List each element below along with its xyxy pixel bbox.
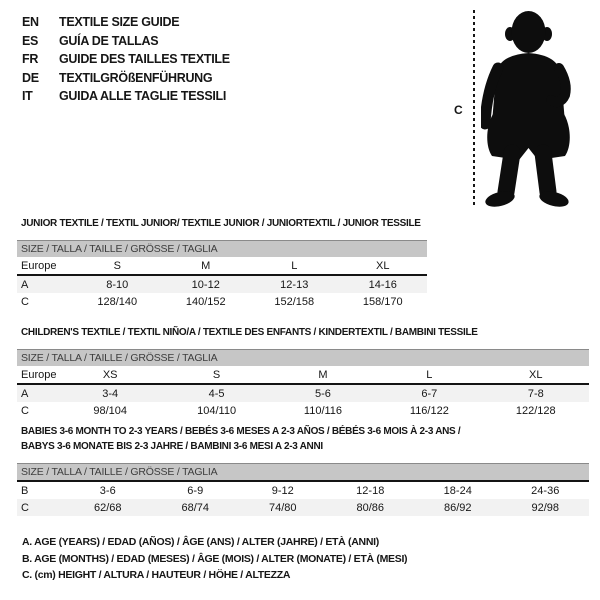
junior-textile-section bbox=[17, 216, 427, 310]
language-code: FR bbox=[22, 52, 39, 67]
size-header-bar: SIZE / TALLA / TAILLE / GRÖSSE / TAGLIA bbox=[17, 240, 427, 257]
language-code: ES bbox=[22, 33, 39, 48]
junior-size-table bbox=[17, 257, 427, 310]
size-value-cell: 98/104 bbox=[93, 404, 128, 417]
legend-line-a: A. AGE (YEARS) / EDAD (AÑOS) / ÂGE (ANS) / ALTER (JAHRE) / ETÀ (ANNI) bbox=[22, 536, 379, 548]
size-value-cell: 86/92 bbox=[443, 501, 472, 514]
size-value-cell: 110/116 bbox=[303, 404, 343, 417]
language-label: GUIDE DES TAILLES TEXTILE bbox=[59, 52, 230, 67]
children-size-table bbox=[17, 366, 589, 419]
size-value-cell: 18-24 bbox=[443, 484, 472, 497]
legend-line-c: C. (cm) HEIGHT / ALTURA / HAUTEUR / HÖHE / ALTEZZA bbox=[22, 569, 291, 581]
language-code: EN bbox=[22, 15, 39, 29]
size-value-cell: 62/68 bbox=[93, 501, 122, 514]
size-value-cell: M bbox=[270, 366, 376, 384]
table-row bbox=[17, 257, 427, 275]
size-value-cell: M bbox=[162, 257, 251, 275]
language-row bbox=[22, 69, 230, 88]
size-value-cell: S bbox=[73, 257, 162, 275]
language-row bbox=[22, 32, 230, 51]
row-label-cell: Europe bbox=[17, 366, 57, 384]
language-label: GUÍA DE TALLAS bbox=[59, 33, 159, 48]
size-value-cell: XS bbox=[57, 366, 163, 384]
size-value-cell: 14-16 bbox=[368, 278, 397, 291]
table-row bbox=[17, 481, 589, 499]
language-row bbox=[22, 13, 230, 32]
table-row bbox=[17, 366, 589, 384]
language-code: DE bbox=[22, 70, 39, 85]
size-header-bar: SIZE / TALLA / TAILLE / GRÖSSE / TAGLIA bbox=[17, 349, 589, 366]
size-value-cell: XL bbox=[483, 366, 589, 384]
size-value-cell: 24-36 bbox=[531, 484, 560, 497]
size-value-cell: 80/86 bbox=[356, 501, 385, 514]
row-label-cell: A bbox=[21, 278, 29, 291]
size-value-cell: 74/80 bbox=[268, 501, 297, 514]
size-value-cell: 10-12 bbox=[191, 278, 220, 291]
size-value-cell: 152/158 bbox=[274, 295, 315, 308]
row-label-cell: C bbox=[21, 295, 29, 308]
size-value-cell: 12-13 bbox=[280, 278, 309, 291]
size-value-cell: 6-9 bbox=[187, 484, 204, 497]
table-row bbox=[17, 384, 589, 402]
table-row bbox=[17, 293, 427, 310]
size-value-cell: 3-6 bbox=[99, 484, 116, 497]
table-title: JUNIOR TEXTILE / TEXTIL JUNIOR/ TEXTILE JUNIOR / JUNIORTEXTIL / JUNIOR TESSILE bbox=[21, 218, 421, 229]
table-row bbox=[17, 499, 589, 516]
language-label: GUIDA ALLE TAGLIE TESSILI bbox=[59, 89, 227, 104]
language-label: TEXTILGRÖßENFÜHRUNG bbox=[59, 70, 213, 85]
size-value-cell: 4-5 bbox=[208, 387, 225, 400]
babies-textile-section bbox=[17, 424, 589, 516]
size-value-cell: 12-18 bbox=[356, 484, 385, 497]
legend bbox=[22, 534, 407, 584]
table-title-line-1: BABIES 3-6 MONTH TO 2-3 YEARS / BEBÉS 3-6 MESES A 2-3 AÑOS / BÉBÉS 3-6 MOIS À 2-3 ANS / bbox=[21, 426, 461, 437]
row-label-cell: B bbox=[21, 484, 29, 497]
row-label-cell: C bbox=[21, 404, 29, 417]
size-value-cell: 5-6 bbox=[315, 387, 331, 400]
row-label-cell: A bbox=[21, 387, 29, 400]
size-value-cell: 158/170 bbox=[362, 295, 403, 308]
size-value-cell: L bbox=[250, 257, 339, 275]
row-label-cell: C bbox=[21, 501, 29, 514]
size-value-cell: 3-4 bbox=[102, 387, 119, 400]
baby-silhouette-icon bbox=[481, 8, 594, 210]
size-value-cell: 104/110 bbox=[197, 404, 237, 417]
size-header-bar: SIZE / TALLA / TAILLE / GRÖSSE / TAGLIA bbox=[17, 463, 589, 480]
babies-size-table bbox=[17, 480, 589, 516]
size-value-cell: 8-10 bbox=[106, 278, 129, 291]
size-value-cell: 9-12 bbox=[271, 484, 294, 497]
height-marker-dotted-line bbox=[473, 10, 475, 208]
language-code: IT bbox=[22, 89, 33, 104]
size-value-cell: 7-8 bbox=[527, 387, 544, 400]
height-marker-label: C bbox=[454, 103, 463, 117]
size-value-cell: 122/128 bbox=[515, 404, 556, 417]
size-value-cell: L bbox=[376, 366, 482, 384]
language-label: TEXTILE SIZE GUIDE bbox=[59, 15, 180, 29]
language-row bbox=[22, 87, 230, 106]
size-value-cell: S bbox=[163, 366, 269, 384]
table-title: CHILDREN'S TEXTILE / TEXTIL NIÑO/A / TEXTILE DES ENFANTS / KINDERTEXTIL / BAMBINI TESSILE bbox=[21, 327, 478, 338]
size-value-cell: 128/140 bbox=[97, 295, 138, 308]
row-label-cell: Europe bbox=[17, 257, 73, 275]
size-value-cell: 92/98 bbox=[531, 501, 560, 514]
legend-line-b: B. AGE (MONTHS) / EDAD (MESES) / ÂGE (MOIS) / ALTER (MONATE) / ETÀ (MESI) bbox=[22, 552, 408, 565]
table-row bbox=[17, 275, 427, 293]
table-row bbox=[17, 402, 589, 419]
size-value-cell: 140/152 bbox=[185, 295, 226, 308]
size-value-cell: 68/74 bbox=[181, 501, 210, 514]
language-header bbox=[22, 13, 230, 106]
children-textile-section bbox=[17, 325, 589, 419]
language-row bbox=[22, 50, 230, 69]
size-value-cell: XL bbox=[339, 257, 428, 275]
table-title-line-2: BABYS 3-6 MONATE BIS 2-3 JAHRE / BAMBINI 3-6 MESI A 2-3 ANNI bbox=[21, 441, 323, 452]
size-value-cell: 116/122 bbox=[409, 404, 449, 417]
size-value-cell: 6-7 bbox=[421, 387, 438, 400]
